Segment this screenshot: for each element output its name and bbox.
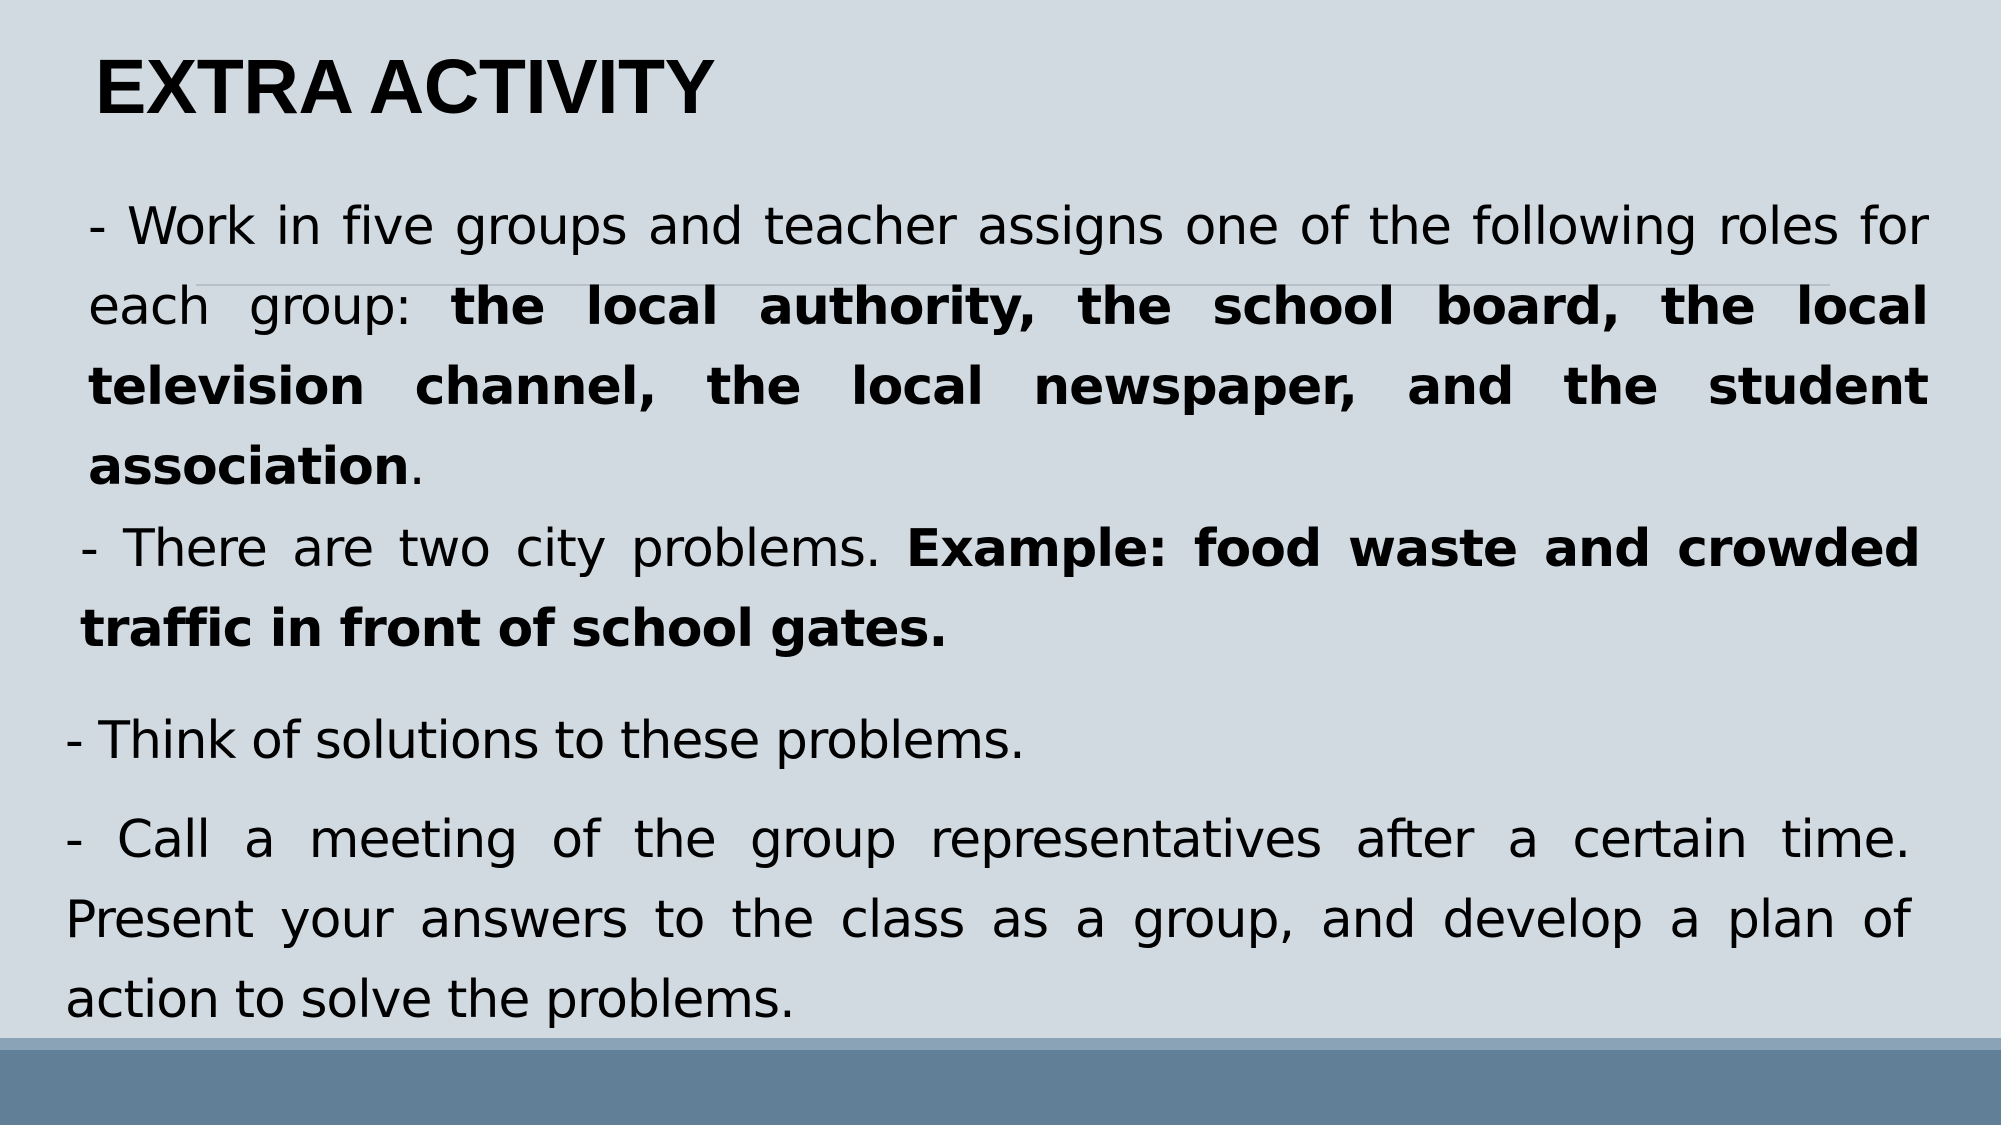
instruction-groups-text: - Work in five groups and teacher assigns one of the following roles for each group: [88,197,1928,337]
instruction-problems-example: Example: food waste and crowded traffic in front of school gates. [80,519,1921,659]
instruction-groups [88,187,1928,507]
instruction-meeting-rest: Present your answers to the class as a group, and develop a plan of action to solve the problems. [65,890,1910,1030]
instruction-solutions-text: - Think of solutions to these problems. [65,711,1025,771]
footer-stripe [0,1038,2001,1050]
instruction-groups-roles: the local authority, the school board, the local television channel, the local newspaper, and the student association [88,277,1929,497]
instruction-meeting-first-line: - Call a meeting of the group representatives after a certain time. [65,810,1910,870]
instruction-groups-period: . [408,437,425,497]
instruction-meeting [65,800,1910,1040]
instruction-solutions [65,701,1925,781]
instruction-problems-text: - There are two city problems. [80,519,906,579]
slide-title: EXTRA ACTIVITY [95,44,716,130]
footer-bar [0,1050,2001,1125]
instruction-problems [80,509,1920,669]
